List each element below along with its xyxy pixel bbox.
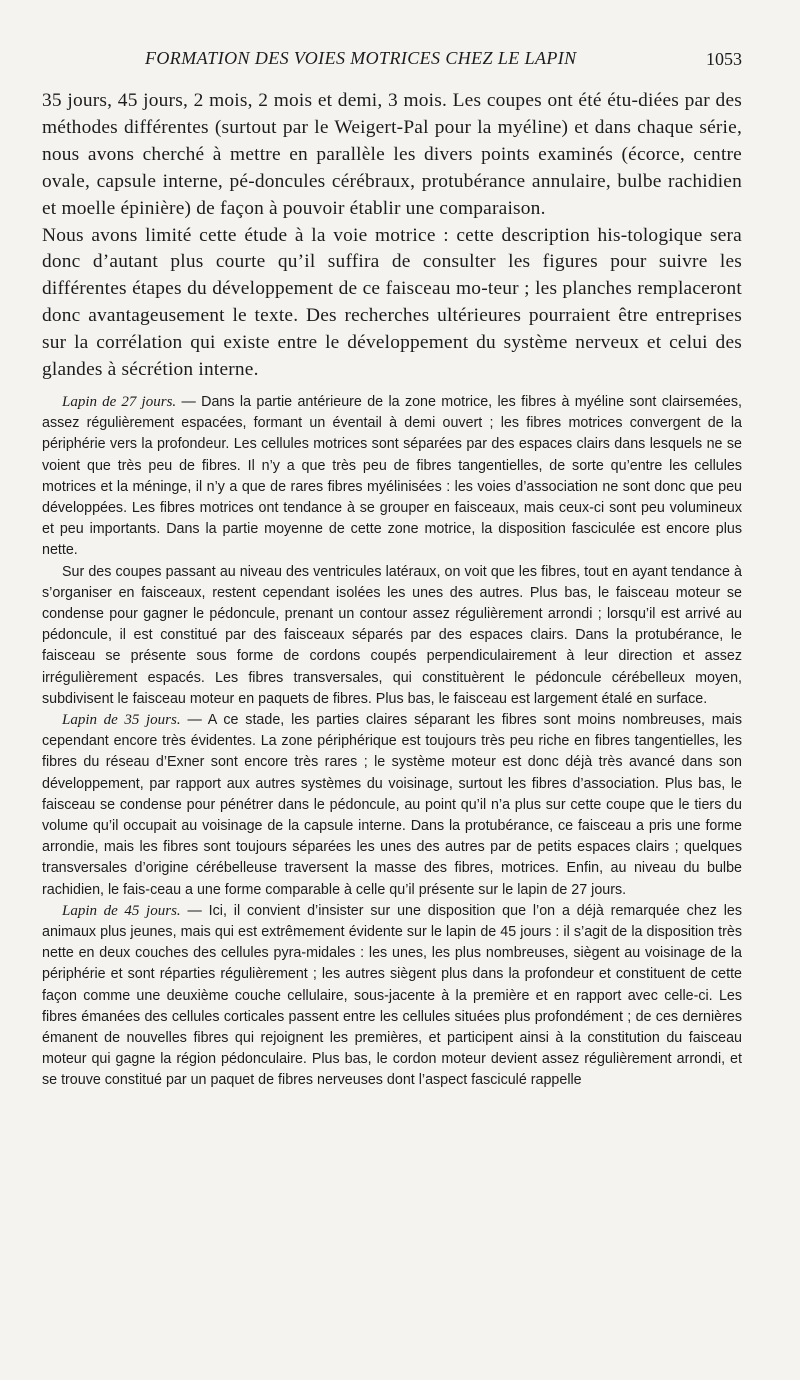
section-45-jours (42, 901, 742, 1092)
intro-paragraph-2: Nous avons limité cette étude à la voie motrice : cette description his-tologique sera donc d’autant plus courte qu’il suffira de consulter les figures pour suivre les différentes étapes du développement de ce faisceau mo-teur ; les planches remplaceront donc avantageusement le texte. Des recherches ultérieures pourraient être entreprises sur la corrélation qui existe entre le développement du système nerveux et celui des glandes à sécrétion interne. (42, 224, 742, 381)
section-35-jours (42, 710, 742, 901)
section-27-jours (42, 392, 742, 562)
page-number: 1053 (706, 49, 742, 69)
running-title: FORMATION DES VOIES MOTRICES CHEZ LE LAPIN (145, 48, 577, 68)
section-45-lead: Lapin de 45 jours. (62, 902, 181, 919)
running-head (42, 44, 742, 74)
section-45-text: — Ici, il convient d’insister sur une disposition que l’on a déjà remarquée chez les animaux plus jeunes, mais qui est extrêmement évidente sur le lapin de 45 jours : il s’agit de la disposition très nette en deux couches des cellules pyra-midales : les unes, les plus nombreuses, siègent au voisinage de la périphérie et sont réparties régulièrement ; les autres siègent plus dans la profondeur et constituent de cette façon comme une deuxième couche cellulaire, sous-jacente à la première et en rapport avec celle-ci. Les fibres émanées des cellules corticales passent entre les cellules situées plus profondément ; de ces dernières émanent de nouvelles fibres qui rejoignent les premières, et participent ainsi à la constitution du faisceau moteur qui gagne la région pédonculaire. Plus bas, le cordon moteur devient assez régulièrement arrondi, et se trouve constitué par un paquet de fibres nerveuses dont l’aspect fasciculé rappelle (42, 902, 742, 1089)
observations (42, 392, 742, 1092)
section-27-text: — Dans la partie antérieure de la zone motrice, les fibres à myéline sont clairsemées, assez régulièrement espacées, formant un éventail à demi ouvert ; les fibres motrices convergent de la périphérie vers la profondeur. Les cellules motrices sont séparées par des espaces clairs dans lesquels ne se voient que très peu de fibres. Il n’y a que très peu de fibres tangentielles, de sorte qu’entre les cellules motrices et la méninge, il n’y a que de rares fibres myélinisées : les voies d’association ne sont donc que peu développées. Les fibres motrices ont tendance à se grouper en faisceaux, mais ceux-ci sont peu volumineux et peu importants. Dans la partie moyenne de cette zone motrice, la disposition fasciculée est encore plus nette. (42, 393, 742, 559)
section-27-jours-continued: Sur des coupes passant au niveau des ventricules latéraux, on voit que les fibres, tout en ayant tendance à s’organiser en faisceaux, restent cependant isolées les unes des autres. Plus bas, le faisceau moteur se condense pour gagner le pédoncule, prenant un contour assez régulièrement arrondi ; lorsqu’il est arrivé au pédoncule, il est constitué par des faisceaux séparés par des espaces clairs. Dans la protubérance, le faisceau se présente sous forme de cordons coupés perpendiculairement à leur direction et assez irrégulièrement espacés. Les fibres transversales, qui constituèrent le pédoncule cérébelleux moyen, subdivisent le faisceau moteur en paquets de fibres. Plus bas, le faisceau est largement étalé en surface. (42, 563, 742, 707)
section-35-lead: Lapin de 35 jours. (62, 712, 181, 729)
page (42, 44, 742, 1092)
section-27-lead: Lapin de 27 jours. (62, 393, 177, 410)
intro-text (42, 88, 742, 384)
intro-paragraph-1: 35 jours, 45 jours, 2 mois, 2 mois et demi, 3 mois. Les coupes ont été étu-diées par des méthodes différentes (surtout par le Weigert-Pal pour la myéline) et dans chaque série, nous avons cherché à mettre en parallèle les divers points examinés (écorce, centre ovale, capsule interne, pé-doncules cérébraux, protubérance annulaire, bulbe rachidien et moelle épinière) de façon à pouvoir établir une comparaison. (42, 90, 742, 219)
section-35-text: — A ce stade, les parties claires séparant les fibres sont moins nombreuses, mais cependant encore très évidentes. La zone périphérique est toujours très peu riche en fibres tangentielles, les fibres du réseau d’Exner sont encore très rares ; le système moteur est donc déjà très avancé dans son développement, par rapport aux autres systèmes du voisinage, surtout les fibres d’association. Plus bas, le faisceau se condense pour pénétrer dans le pédoncule, au point qu’il n’a plus sur cette coupe que le tiers du volume qu’il occupait au voisinage de la capsule interne. Dans la protubérance, ce faisceau a pris une forme arrondie, mais les fibres sont toujours séparées les unes des autres par de petits espaces clairs ; quelques transversales d’origine cérébelleuse traversent la masse des fibres, motrices. Enfin, au niveau du bulbe rachidien, le fais-ceau a une forme comparable à celle qu’il présente sur le lapin de 27 jours. (42, 712, 742, 898)
